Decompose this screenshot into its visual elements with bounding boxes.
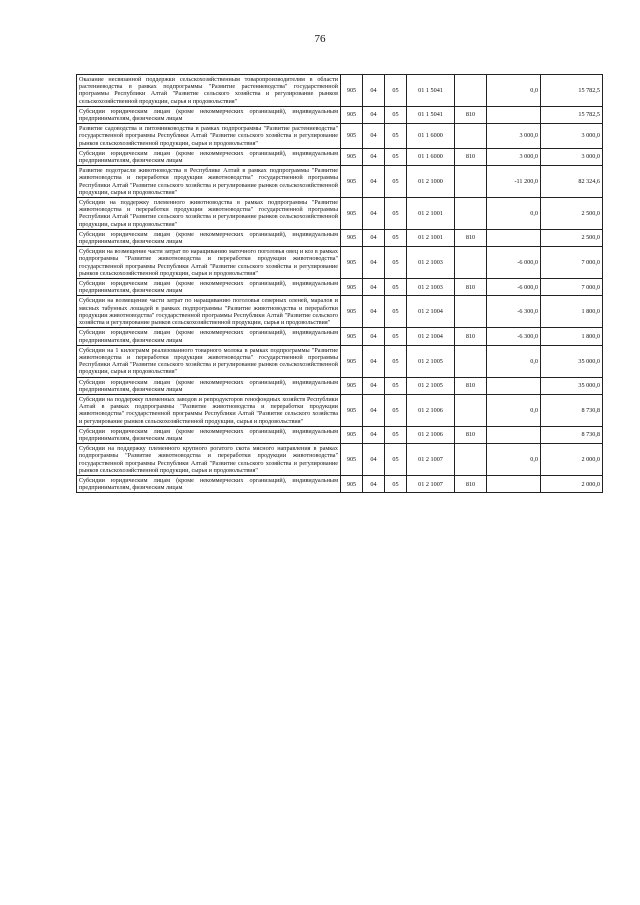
row-total-amount: 15 782,5 (541, 106, 603, 123)
row-change-amount: 0,0 (487, 444, 541, 476)
row-section-code: 04 (363, 296, 385, 328)
page-number: 76 (314, 33, 326, 45)
row-grbs-code: 905 (341, 296, 363, 328)
row-subsection-code: 05 (385, 426, 407, 443)
row-expense-type (455, 166, 487, 198)
row-change-amount (487, 426, 541, 443)
row-description: Субсидии юридическим лицам (кроме некоммерческих организаций), индивидуальным предпринимателям, физическим лицам (77, 426, 341, 443)
row-change-amount: -6 000,0 (487, 279, 541, 296)
table-row (77, 229, 603, 246)
row-expense-type: 810 (455, 475, 487, 492)
row-section-code: 04 (363, 229, 385, 246)
row-section-code: 04 (363, 377, 385, 394)
row-total-amount: 3 000,0 (541, 124, 603, 149)
row-total-amount: 35 000,0 (541, 377, 603, 394)
row-subsection-code: 05 (385, 198, 407, 230)
row-target-article: 01 2 1006 (407, 426, 455, 443)
row-target-article: 01 2 1004 (407, 296, 455, 328)
row-change-amount: 0,0 (487, 394, 541, 426)
row-subsection-code: 05 (385, 166, 407, 198)
table-row (77, 475, 603, 492)
row-subsection-code: 05 (385, 328, 407, 345)
row-expense-type (455, 75, 487, 107)
table-row (77, 296, 603, 328)
table-row (77, 198, 603, 230)
row-grbs-code: 905 (341, 124, 363, 149)
row-section-code: 04 (363, 394, 385, 426)
row-expense-type (455, 247, 487, 279)
row-subsection-code: 05 (385, 377, 407, 394)
row-change-amount (487, 106, 541, 123)
row-section-code: 04 (363, 75, 385, 107)
row-change-amount: -6 300,0 (487, 296, 541, 328)
row-change-amount: 0,0 (487, 198, 541, 230)
row-subsection-code: 05 (385, 475, 407, 492)
table-row (77, 106, 603, 123)
row-target-article: 01 2 1007 (407, 475, 455, 492)
table-row (77, 426, 603, 443)
row-section-code: 04 (363, 345, 385, 377)
row-target-article: 01 1 5041 (407, 106, 455, 123)
table-row (77, 394, 603, 426)
row-grbs-code: 905 (341, 394, 363, 426)
row-expense-type (455, 198, 487, 230)
row-expense-type (455, 124, 487, 149)
row-description: Субсидии юридическим лицам (кроме некоммерческих организаций), индивидуальным предпринимателям, физическим лицам (77, 148, 341, 165)
row-grbs-code: 905 (341, 166, 363, 198)
row-grbs-code: 905 (341, 444, 363, 476)
row-expense-type: 810 (455, 426, 487, 443)
table-row (77, 444, 603, 476)
row-total-amount: 1 800,0 (541, 328, 603, 345)
row-description: Субсидии юридическим лицам (кроме некоммерческих организаций), индивидуальным предпринимателям, физическим лицам (77, 377, 341, 394)
row-section-code: 04 (363, 148, 385, 165)
row-change-amount (487, 377, 541, 394)
row-target-article: 01 1 6000 (407, 148, 455, 165)
row-section-code: 04 (363, 426, 385, 443)
row-target-article: 01 2 1006 (407, 394, 455, 426)
row-change-amount (487, 229, 541, 246)
row-target-article: 01 2 1001 (407, 229, 455, 246)
row-subsection-code: 05 (385, 296, 407, 328)
row-description: Развитие подотрасли животноводства в Республике Алтай в рамках подпрограммы "Развитие животноводства и переработки продукции животноводства" государственной программы Республики Алтай "Развитие сельского хозяйства и регулирование рынков сельскохозяйственной продукции, сырья и продовольствия" (77, 166, 341, 198)
row-section-code: 04 (363, 198, 385, 230)
table-row (77, 124, 603, 149)
row-description: Субсидии юридическим лицам (кроме некоммерческих организаций), индивидуальным предпринимателям, физическим лицам (77, 106, 341, 123)
row-total-amount: 8 730,8 (541, 394, 603, 426)
row-description: Субсидии юридическим лицам (кроме некоммерческих организаций), индивидуальным предпринимателям, физическим лицам (77, 328, 341, 345)
row-section-code: 04 (363, 328, 385, 345)
row-total-amount: 2 000,0 (541, 475, 603, 492)
table-body (77, 75, 603, 493)
row-section-code: 04 (363, 475, 385, 492)
row-change-amount: 0,0 (487, 75, 541, 107)
row-section-code: 04 (363, 247, 385, 279)
row-target-article: 01 1 6000 (407, 124, 455, 149)
row-target-article: 01 2 1004 (407, 328, 455, 345)
row-section-code: 04 (363, 124, 385, 149)
row-change-amount: -6 300,0 (487, 328, 541, 345)
row-total-amount: 2 500,0 (541, 198, 603, 230)
row-description: Оказание несвязанной поддержки сельскохозяйственным товаропроизводителям в области растениеводства в рамках подпрограммы "Развитие растениеводства" государственной программы Республики Алтай "Развитие сельского хозяйства и регулирование рынков сельскохозяйственной продукции, сырья и продовольствия" (77, 75, 341, 107)
row-grbs-code: 905 (341, 345, 363, 377)
row-change-amount: -6 000,0 (487, 247, 541, 279)
row-description: Субсидии на поддержку племенных заводов и репродукторов генофондных хозяйств Республики Алтай в рамках подпрограммы "Развитие животноводства и переработки продукции животноводства" государственной программы Республики Алтай "Развитие сельского хозяйства и регулирование рынков сельскохозяйственной продукции, сырья и продовольствия" (77, 394, 341, 426)
row-grbs-code: 905 (341, 426, 363, 443)
row-description: Субсидии на возмещение части затрат по наращиванию поголовья северных оленей, маралов и мясных табунных лошадей в рамках подпрограммы "Развитие животноводства и переработки продукции животноводства" государственной программы Республики Алтай "Развитие сельского хозяйства и регулирование рынков сельскохозяйственной продукции, сырья и продовольствия" (77, 296, 341, 328)
row-expense-type (455, 444, 487, 476)
row-grbs-code: 905 (341, 106, 363, 123)
table-row (77, 377, 603, 394)
row-subsection-code: 05 (385, 124, 407, 149)
row-expense-type (455, 394, 487, 426)
row-target-article: 01 2 1007 (407, 444, 455, 476)
row-total-amount: 82 324,6 (541, 166, 603, 198)
table-row (77, 166, 603, 198)
row-description: Субсидии юридическим лицам (кроме некоммерческих организаций), индивидуальным предпринимателям, физическим лицам (77, 475, 341, 492)
row-total-amount: 2 500,0 (541, 229, 603, 246)
row-change-amount: 3 000,0 (487, 148, 541, 165)
row-expense-type: 810 (455, 148, 487, 165)
row-total-amount: 8 730,8 (541, 426, 603, 443)
row-target-article: 01 2 1003 (407, 279, 455, 296)
row-total-amount: 2 000,0 (541, 444, 603, 476)
row-target-article: 01 2 1005 (407, 377, 455, 394)
row-subsection-code: 05 (385, 148, 407, 165)
row-description: Субсидии на 1 килограмм реализованного товарного молока в рамках подпрограммы "Развитие животноводства и переработки продукции животноводства" государственной программы Республики Алтай "Развитие сельского хозяйства и регулирование рынков сельскохозяйственной продукции, сырья и продовольствия" (77, 345, 341, 377)
table-row (77, 75, 603, 107)
row-change-amount: -11 200,0 (487, 166, 541, 198)
row-description: Субсидии на возмещение части затрат по наращиванию маточного поголовья овец и коз в рамках подпрограммы "Развитие животноводства и переработки продукции животноводства" государственной программы Республики Алтай "Развитие сельского хозяйства и регулирование рынков сельскохозяйственной продукции, сырья и продовольствия" (77, 247, 341, 279)
table-row (77, 247, 603, 279)
row-grbs-code: 905 (341, 198, 363, 230)
row-description: Субсидии на поддержку племенного крупного рогатого скота мясного направления в рамках подпрограммы "Развитие животноводства и переработки продукции животноводства" государственной программы Республики Алтай "Развитие сельского хозяйства и регулирование рынков сельскохозяйственной продукции, сырья и продовольствия" (77, 444, 341, 476)
row-grbs-code: 905 (341, 279, 363, 296)
table-row (77, 328, 603, 345)
row-expense-type: 810 (455, 229, 487, 246)
row-subsection-code: 05 (385, 279, 407, 296)
row-grbs-code: 905 (341, 377, 363, 394)
row-total-amount: 7 000,0 (541, 279, 603, 296)
row-expense-type: 810 (455, 377, 487, 394)
row-section-code: 04 (363, 444, 385, 476)
row-target-article: 01 2 1003 (407, 247, 455, 279)
row-target-article: 01 2 1000 (407, 166, 455, 198)
row-target-article: 01 2 1005 (407, 345, 455, 377)
row-grbs-code: 905 (341, 328, 363, 345)
row-description: Субсидии на поддержку племенного животноводства в рамках подпрограммы "Развитие животноводства и переработки продукции животноводства" государственной программы Республики Алтай "Развитие сельского хозяйства и регулирование рынков сельскохозяйственной продукции, сырья и продовольствия" (77, 198, 341, 230)
row-target-article: 01 1 5041 (407, 75, 455, 107)
table-row (77, 345, 603, 377)
row-expense-type: 810 (455, 328, 487, 345)
row-grbs-code: 905 (341, 475, 363, 492)
row-expense-type (455, 345, 487, 377)
budget-table (76, 74, 603, 493)
row-section-code: 04 (363, 106, 385, 123)
row-total-amount: 3 000,0 (541, 148, 603, 165)
row-total-amount: 15 782,5 (541, 75, 603, 107)
row-description: Субсидии юридическим лицам (кроме некоммерческих организаций), индивидуальным предпринимателям, физическим лицам (77, 279, 341, 296)
row-subsection-code: 05 (385, 247, 407, 279)
row-grbs-code: 905 (341, 75, 363, 107)
row-change-amount: 0,0 (487, 345, 541, 377)
row-expense-type: 810 (455, 106, 487, 123)
row-target-article: 01 2 1001 (407, 198, 455, 230)
row-change-amount (487, 475, 541, 492)
row-expense-type: 810 (455, 279, 487, 296)
row-section-code: 04 (363, 279, 385, 296)
row-grbs-code: 905 (341, 229, 363, 246)
row-total-amount: 1 800,0 (541, 296, 603, 328)
table-row (77, 148, 603, 165)
row-subsection-code: 05 (385, 229, 407, 246)
row-description: Развитие садоводства и питомниководства в рамках подпрограммы "Развитие растениеводства" государственной программы Республики Алтай "Развитие сельского хозяйства и регулирование рынков сельскохозяйственной продукции, сырья и продовольствия" (77, 124, 341, 149)
row-subsection-code: 05 (385, 394, 407, 426)
row-subsection-code: 05 (385, 106, 407, 123)
row-subsection-code: 05 (385, 345, 407, 377)
row-change-amount: 3 000,0 (487, 124, 541, 149)
row-description: Субсидии юридическим лицам (кроме некоммерческих организаций), индивидуальным предпринимателям, физическим лицам (77, 229, 341, 246)
row-grbs-code: 905 (341, 247, 363, 279)
row-subsection-code: 05 (385, 444, 407, 476)
row-total-amount: 7 000,0 (541, 247, 603, 279)
row-subsection-code: 05 (385, 75, 407, 107)
row-section-code: 04 (363, 166, 385, 198)
table-row (77, 279, 603, 296)
row-grbs-code: 905 (341, 148, 363, 165)
row-expense-type (455, 296, 487, 328)
row-total-amount: 35 000,0 (541, 345, 603, 377)
